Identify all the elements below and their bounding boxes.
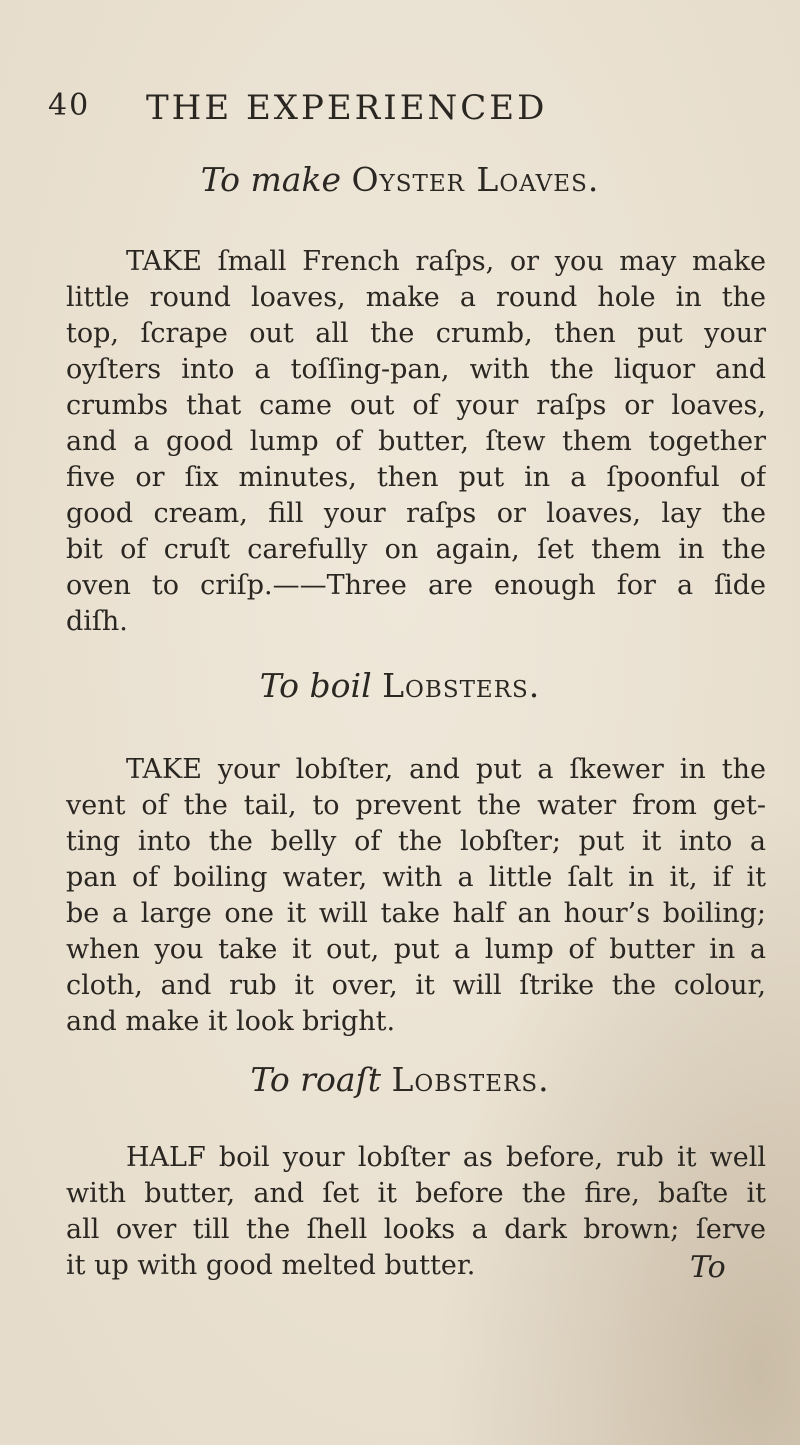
text-line: TAKE your lobſter, and put a ſkewer in the xyxy=(126,754,766,785)
section-title-boil-lobsters xyxy=(0,666,800,705)
text-line: top, ſcrape out all the crumb, then put your xyxy=(66,318,766,349)
text-line: all over till the ſhell looks a dark brown; ſerve xyxy=(66,1214,766,1245)
recipe-boil-lobsters xyxy=(66,752,766,1040)
section-title-roast-lobsters xyxy=(0,1060,800,1099)
text-line: crumbs that came out of your raſps or loaves, xyxy=(66,390,766,421)
text-line: ting into the belly of the lobſter; put it into a xyxy=(66,826,766,857)
title-main: Lobsters. xyxy=(382,666,541,705)
title-prefix: To roaſt xyxy=(250,1060,381,1099)
text-line: when you take it out, put a lump of butter in a xyxy=(66,934,766,965)
text-line: diſh. xyxy=(66,606,128,637)
page-number: 40 xyxy=(48,88,91,123)
text-line: it up with good melted butter. xyxy=(66,1250,476,1281)
running-head: THE EXPERIENCED xyxy=(146,88,548,128)
text-line: oven to criſp.——Three are enough for a ſide xyxy=(66,570,766,601)
text-line: vent of the tail, to prevent the water from get- xyxy=(66,790,766,821)
section-title-oyster-loaves xyxy=(0,160,800,199)
text-line: and a good lump of butter, ſtew them together xyxy=(66,426,766,457)
text-line: five or ſix minutes, then put in a ſpoonful of xyxy=(66,462,766,493)
text-line: pan of boiling water, with a little ſalt in it, if it xyxy=(66,862,766,893)
text-line: with butter, and ſet it before the fire, baſte it xyxy=(66,1178,766,1209)
text-line: cloth, and rub it over, it will ſtrike the colour, xyxy=(66,970,766,1001)
catchword: To xyxy=(690,1250,726,1285)
running-header xyxy=(48,78,748,130)
text-line: bit of cruſt carefully on again, ſet them in the xyxy=(66,534,766,565)
text-line: TAKE ſmall French raſps, or you may make xyxy=(126,246,766,277)
recipe-oyster-loaves xyxy=(66,244,766,640)
title-main: Oyster Loaves. xyxy=(351,160,600,199)
text-line: and make it look bright. xyxy=(66,1006,396,1037)
text-line: good cream, fill your raſps or loaves, lay the xyxy=(66,498,766,529)
text-line: HALF boil your lobſter as before, rub it well xyxy=(126,1142,766,1173)
title-prefix: To make xyxy=(200,160,341,199)
text-line: oyſters into a toſſing-pan, with the liquor and xyxy=(66,354,766,385)
recipe-roast-lobsters xyxy=(66,1140,766,1284)
text-line: little round loaves, make a round hole in the xyxy=(66,282,766,313)
text-line: be a large one it will take half an hour’s boiling; xyxy=(66,898,766,929)
title-prefix: To boil xyxy=(259,666,372,705)
title-main: Lobsters. xyxy=(391,1060,550,1099)
